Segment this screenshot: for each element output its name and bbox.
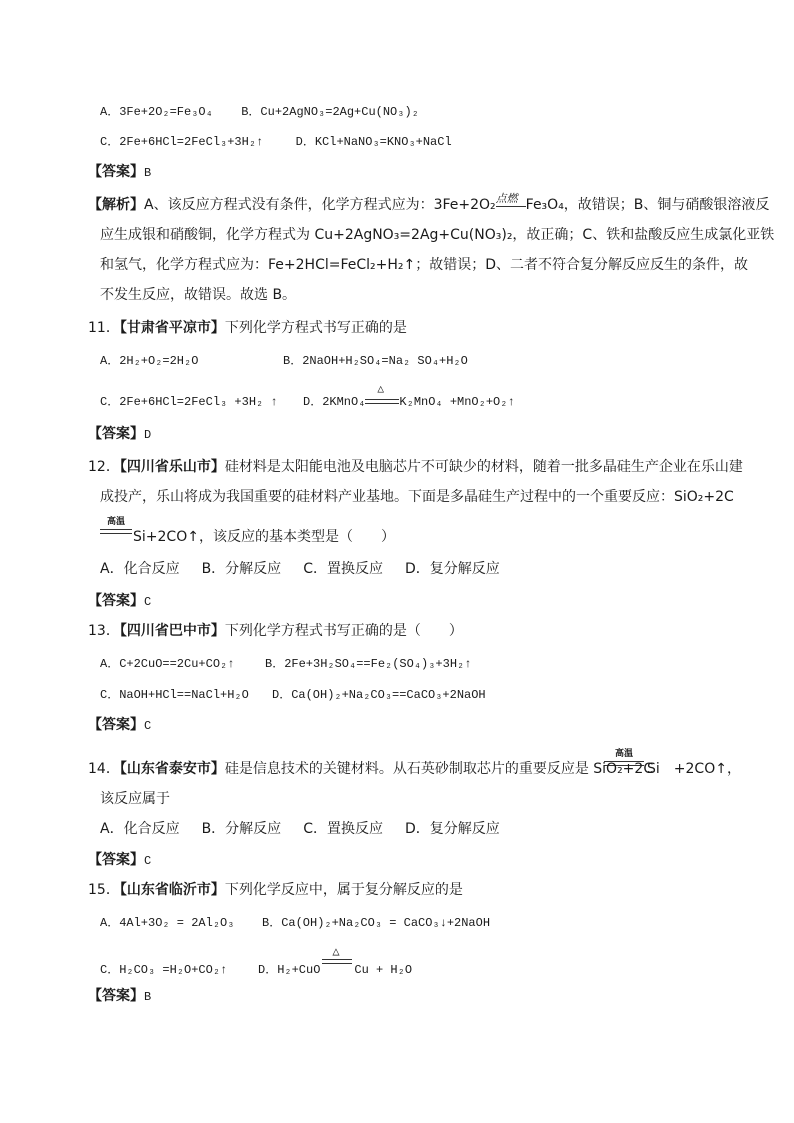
q15-option-a: A．4Al+3O₂ = 2Al₂O₃ [100,916,235,930]
q13-option-c: C．NaOH+HCl==NaCl+H₂O [100,688,249,702]
answer-value: C [144,854,152,868]
question-text: 硅是信息技术的关键材料。从石英砂制取芯片的重要反应是 SiO₂+2C [224,761,654,777]
q12-option-d: D．复分解反应 [404,561,500,577]
question-source: 【四川省乐山市】 [119,459,225,475]
q14-option-d: D．复分解反应 [404,821,500,837]
answer-value: B [144,166,152,180]
q10-analysis-line2: 应生成银和硝酸铜，化学方程式为 Cu+2AgNO₃=2Ag+Cu(NO₃)₂，故正确；C、铁和盐酸反应生成氯化亚铁 [100,227,775,243]
question-number: 13． [88,623,120,639]
q10-option-c: C．2Fe+6HCl=2FeCl₃+3H₂↑ [100,135,264,149]
equals-sign [100,529,132,534]
q13-option-b: B．2Fe+3H₂SO₄==Fe₂(SO₄)₃+3H₂↑ [265,657,472,671]
question-source: 【山东省临沂市】 [119,882,225,898]
q11-stem [88,319,407,337]
question-text: 下列化学方程式书写正确的是（ ） [224,623,463,639]
q14-option-c: C．置换反应 [303,821,383,837]
q12-options [100,560,500,578]
q14-option-a: A．化合反应 [100,821,180,837]
answer-value: D [144,428,152,442]
answer-label: 【答案】 [88,988,144,1004]
q12-option-c: C．置换反应 [303,561,383,577]
q13-stem [88,622,463,640]
q15-option-b: B．Ca(OH)₂+Na₂CO₃ = CaCO₃↓+2NaOH [262,916,491,930]
question-text: 下列化学反应中，属于复分解反应的是 [224,882,463,898]
q15-answer [88,987,151,1006]
q12-stem-line1 [88,458,743,476]
high-temp-condition: 高温 [106,517,125,527]
question-source: 【四川省巴中市】 [119,623,225,639]
question-number: 12． [88,459,120,475]
q10-options-ab [100,103,419,121]
q12-option-a: A．化合反应 [100,561,180,577]
q11-option-a: A．2H₂+O₂=2H₂O [100,354,199,368]
q11-answer [88,425,151,444]
q12-option-b: B．分解反应 [201,561,282,577]
q10-analysis-line4: 不发生反应，故错误。故选 B。 [100,287,297,303]
q10-options-cd [100,133,452,151]
q12-answer [88,592,151,611]
answer-label: 【答案】 [88,852,144,868]
q15-option-c: C．H₂CO₃ =H₂O+CO₂↑ [100,963,228,977]
q10-analysis-line3: 和氢气，化学方程式应为：Fe+2HCl=FeCl₂+H₂↑；故错误；D、二者不符合复分解反应反生的条件，故 [100,257,749,273]
q14-stem-line1-end: Si +2CO↑， [647,761,741,777]
q13-option-d: D．Ca(OH)₂+Na₂CO₃==CaCO₃+2NaOH [272,688,486,702]
q14-stem-line2: 该反应属于 [100,791,170,807]
answer-value: C [144,719,152,733]
analysis-text: Fe₃O₄，故错误；B、铜与硝酸银溶液反 [525,197,770,213]
q10-option-d: D．KCl+NaNO₃=KNO₃+NaCl [295,135,452,149]
q11-option-d: D．2KMnO₄ △ K₂MnO₄ +MnO₂+O₂↑ [303,384,515,409]
answer-value: B [144,990,152,1004]
q10-answer [88,163,151,182]
q11-option-c: C．2Fe+6HCl=2FeCl₃ +3H₂ ↑ [100,395,278,409]
analysis-text: A、该反应方程式没有条件，化学方程式应为：3Fe+2O₂ [144,197,496,213]
reaction-condition: 点燃 [496,196,526,214]
analysis-label: 【解析】 [88,197,144,213]
question-source: 【甘肃省平凉市】 [119,320,225,336]
q14-option-b: B．分解反应 [201,821,282,837]
q14-options [100,820,500,838]
q15-option-d: D．H₂+CuO △ Cu + H₂O [258,945,413,977]
q12-stem-line2: 成投产，乐山将成为我国重要的硅材料产业基地。下面是多晶硅生产过程中的一个重要反应：SiO₂+2C [100,489,734,505]
answer-label: 【答案】 [88,593,144,609]
question-number: 15． [88,882,120,898]
question-number: 14． [88,761,120,777]
q13-answer [88,716,151,735]
high-temp-condition: 高温 [614,749,633,759]
question-source: 【山东省泰安市】 [119,761,225,777]
q10-option-b: B．Cu+2AgNO₃=2Ag+Cu(NO₃)₂ [241,105,419,119]
q10-analysis-line1 [88,192,770,214]
q11-option-b: B．2NaOH+H₂SO₄=Na₂ SO₄+H₂O [283,354,468,368]
heat-condition: △ [320,961,354,979]
answer-value: C [144,595,152,609]
q14-stem-line1 [88,760,653,778]
answer-label: 【答案】 [88,164,144,180]
question-text: 下列化学方程式书写正确的是 [224,320,407,336]
heat-condition: △ [365,393,399,411]
question-text: 硅材料是太阳能电池及电脑芯片不可缺少的材料，随着一批多晶硅生产企业在乐山建 [224,459,743,475]
q15-stem [88,881,463,899]
q14-answer [88,851,151,870]
q12-stem-line3: Si+2CO↑，该反应的基本类型是（ ） [133,529,395,545]
q13-option-a: A．C+2CuO==2Cu+CO₂↑ [100,657,235,671]
answer-label: 【答案】 [88,717,144,733]
answer-label: 【答案】 [88,426,144,442]
q10-option-a: A．3Fe+2O₂=Fe₃O₄ [100,105,213,119]
question-number: 11． [88,320,120,336]
